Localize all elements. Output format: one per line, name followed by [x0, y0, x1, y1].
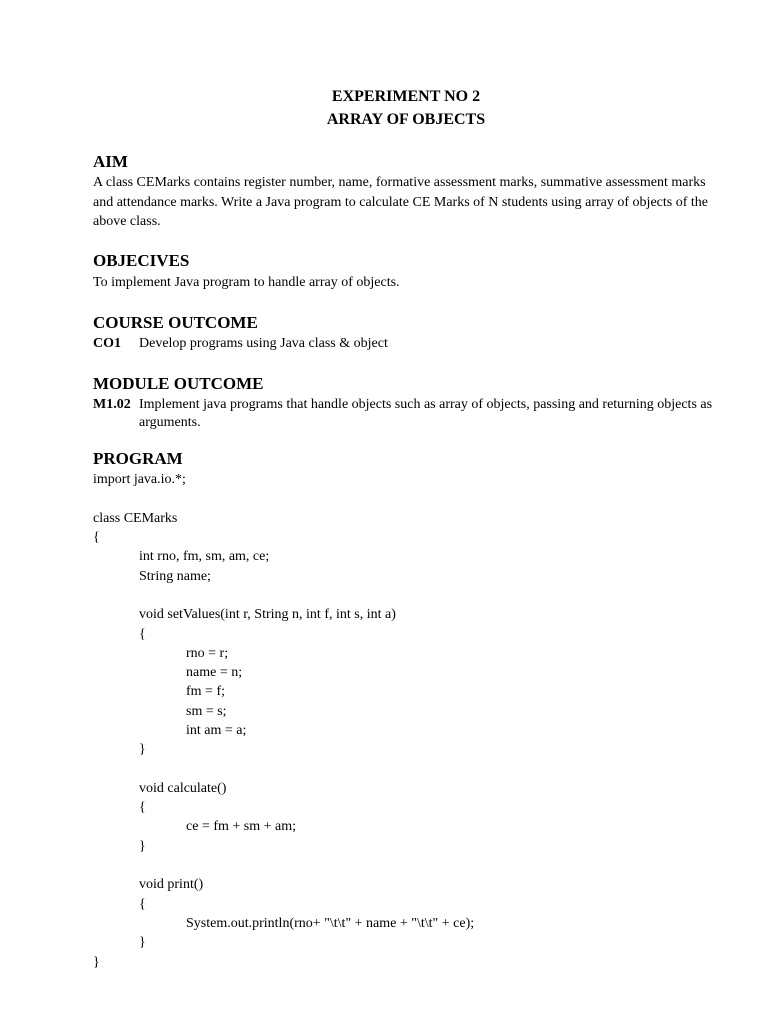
module-outcome-text: Implement java programs that handle objects such as array of objects, passing and returning objects as arguments. — [139, 397, 713, 430]
code-line: System.out.println(rno+ "\t\t" + name + "\t\t" + ce); — [186, 916, 475, 931]
course-outcome-code: CO1 — [93, 336, 121, 351]
experiment-title: EXPERIMENT NO 2 — [331, 88, 481, 105]
code-line: void calculate() — [139, 781, 227, 796]
aim-text: A class CEMarks contains register number, name, formative assessment marks, summative assessment marks and attendance marks. Write a Java program to calculate CE Marks of N students using array of objects of the above class. — [93, 175, 708, 229]
code-line: name = n; — [186, 665, 243, 680]
code-line: { — [139, 627, 146, 642]
code-line: void setValues(int r, String n, int f, int s, int a) — [139, 607, 396, 622]
experiment-subtitle: ARRAY OF OBJECTS — [326, 111, 486, 128]
module-outcome-code: M1.02 — [93, 397, 131, 412]
aim-heading: AIM — [93, 152, 128, 171]
code-line: int rno, fm, sm, am, ce; — [139, 549, 270, 564]
code-line: String name; — [139, 569, 211, 584]
code-line: import java.io.*; — [93, 472, 186, 487]
code-line: { — [139, 800, 146, 815]
code-line: } — [139, 742, 146, 757]
code-line: } — [139, 839, 146, 854]
code-line: ce = fm + sm + am; — [186, 819, 296, 834]
code-line: fm = f; — [186, 684, 225, 699]
objectives-text: To implement Java program to handle array of objects. — [93, 275, 400, 290]
course-outcome-text: Develop programs using Java class & object — [139, 336, 388, 351]
code-line: { — [139, 897, 146, 912]
code-line: int am = a; — [186, 723, 247, 738]
code-line: { — [93, 530, 100, 545]
code-line: class CEMarks — [93, 511, 178, 526]
module-outcome-heading: MODULE OUTCOME — [93, 374, 264, 393]
objectives-heading: OBJECIVES — [93, 251, 190, 270]
program-heading: PROGRAM — [93, 449, 183, 468]
code-line: } — [139, 935, 146, 950]
code-line: } — [93, 955, 100, 970]
code-line: void print() — [139, 877, 204, 892]
code-line: rno = r; — [186, 646, 229, 661]
code-line: sm = s; — [186, 704, 227, 719]
course-outcome-heading: COURSE OUTCOME — [93, 313, 258, 332]
